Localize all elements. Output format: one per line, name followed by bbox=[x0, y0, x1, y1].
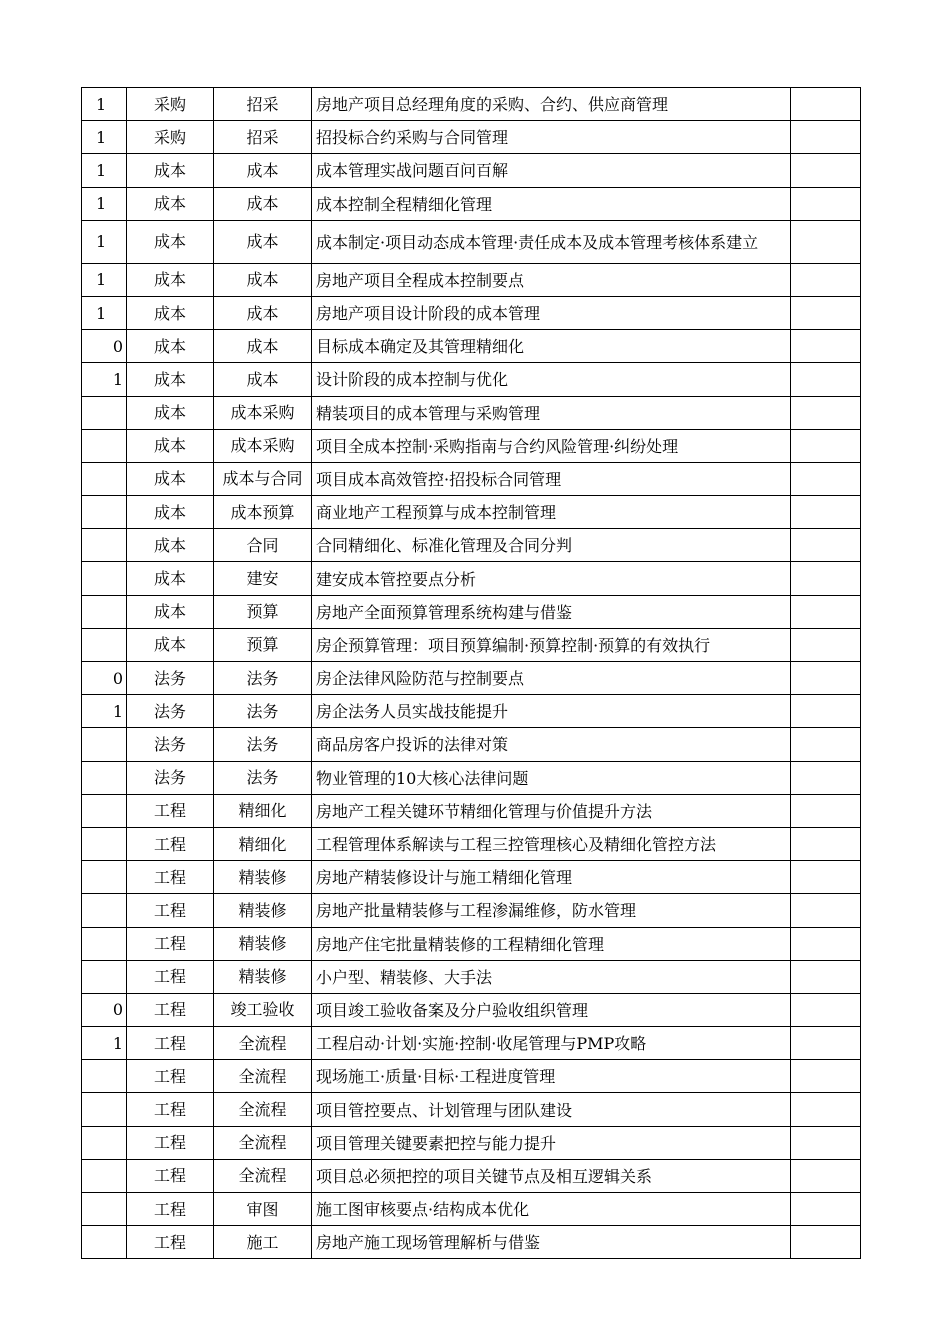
extra-cell bbox=[791, 296, 861, 329]
subcategory-cell: 精装修 bbox=[214, 861, 312, 894]
row-flag-cell bbox=[82, 396, 127, 429]
category-cell: 采购 bbox=[127, 121, 214, 154]
row-flag-cell bbox=[82, 1226, 127, 1259]
row-flag-cell: 0 bbox=[82, 993, 127, 1026]
extra-cell bbox=[791, 396, 861, 429]
course-title-cell: 商品房客户投诉的法律对策 bbox=[312, 728, 791, 761]
category-cell: 工程 bbox=[127, 1126, 214, 1159]
course-title-cell: 现场施工·质量·目标·工程进度管理 bbox=[312, 1060, 791, 1093]
table-row bbox=[82, 861, 861, 894]
category-cell: 工程 bbox=[127, 1226, 214, 1259]
row-flag-cell bbox=[82, 960, 127, 993]
extra-cell bbox=[791, 562, 861, 595]
row-flag-cell bbox=[82, 595, 127, 628]
extra-cell bbox=[791, 761, 861, 794]
course-title-cell: 项目总必须把控的项目关键节点及相互逻辑关系 bbox=[312, 1159, 791, 1192]
subcategory-cell: 招采 bbox=[214, 121, 312, 154]
subcategory-cell: 预算 bbox=[214, 628, 312, 661]
extra-cell bbox=[791, 330, 861, 363]
course-title-cell: 精装项目的成本管理与采购管理 bbox=[312, 396, 791, 429]
extra-cell bbox=[791, 993, 861, 1026]
category-cell: 成本 bbox=[127, 396, 214, 429]
course-title-cell: 设计阶段的成本控制与优化 bbox=[312, 363, 791, 396]
category-cell: 法务 bbox=[127, 695, 214, 728]
category-cell: 成本 bbox=[127, 496, 214, 529]
table-row bbox=[82, 496, 861, 529]
category-cell: 工程 bbox=[127, 927, 214, 960]
table-row bbox=[82, 1159, 861, 1192]
course-title-cell: 成本制定·项目动态成本管理·责任成本及成本管理考核体系建立 bbox=[312, 220, 791, 263]
category-cell: 成本 bbox=[127, 187, 214, 220]
category-cell: 成本 bbox=[127, 462, 214, 495]
category-cell: 工程 bbox=[127, 861, 214, 894]
category-cell: 成本 bbox=[127, 628, 214, 661]
extra-cell bbox=[791, 595, 861, 628]
course-title-cell: 房地产工程关键环节精细化管理与价值提升方法 bbox=[312, 794, 791, 827]
course-table-body bbox=[82, 88, 861, 1259]
subcategory-cell: 全流程 bbox=[214, 1027, 312, 1060]
row-flag-cell: 1 bbox=[82, 187, 127, 220]
category-cell: 工程 bbox=[127, 1159, 214, 1192]
row-flag-cell bbox=[82, 894, 127, 927]
table-row bbox=[82, 662, 861, 695]
course-title-cell: 项目成本高效管控·招投标合同管理 bbox=[312, 462, 791, 495]
extra-cell bbox=[791, 187, 861, 220]
row-flag-cell bbox=[82, 628, 127, 661]
table-row bbox=[82, 363, 861, 396]
extra-cell bbox=[791, 695, 861, 728]
row-flag-cell: 1 bbox=[82, 220, 127, 263]
course-title-cell: 房地产全面预算管理系统构建与借鉴 bbox=[312, 595, 791, 628]
table-row bbox=[82, 529, 861, 562]
subcategory-cell: 法务 bbox=[214, 695, 312, 728]
extra-cell bbox=[791, 628, 861, 661]
row-flag-cell bbox=[82, 1159, 127, 1192]
category-cell: 采购 bbox=[127, 88, 214, 121]
extra-cell bbox=[791, 1060, 861, 1093]
category-cell: 工程 bbox=[127, 1093, 214, 1126]
course-title-cell: 房地产精装修设计与施工精细化管理 bbox=[312, 861, 791, 894]
table-row bbox=[82, 927, 861, 960]
row-flag-cell: 1 bbox=[82, 296, 127, 329]
category-cell: 成本 bbox=[127, 363, 214, 396]
row-flag-cell: 1 bbox=[82, 363, 127, 396]
extra-cell bbox=[791, 960, 861, 993]
row-flag-cell bbox=[82, 562, 127, 595]
course-title-cell: 房企法律风险防范与控制要点 bbox=[312, 662, 791, 695]
extra-cell bbox=[791, 121, 861, 154]
table-row bbox=[82, 154, 861, 187]
table-row bbox=[82, 330, 861, 363]
course-title-cell: 房地产施工现场管理解析与借鉴 bbox=[312, 1226, 791, 1259]
subcategory-cell: 审图 bbox=[214, 1193, 312, 1226]
course-title-cell: 小户型、精装修、大手法 bbox=[312, 960, 791, 993]
category-cell: 工程 bbox=[127, 960, 214, 993]
table-row bbox=[82, 1093, 861, 1126]
course-title-cell: 成本管理实战问题百问百解 bbox=[312, 154, 791, 187]
row-flag-cell: 1 bbox=[82, 1027, 127, 1060]
extra-cell bbox=[791, 496, 861, 529]
category-cell: 成本 bbox=[127, 595, 214, 628]
extra-cell bbox=[791, 827, 861, 860]
subcategory-cell: 预算 bbox=[214, 595, 312, 628]
course-title-cell: 成本控制全程精细化管理 bbox=[312, 187, 791, 220]
category-cell: 成本 bbox=[127, 429, 214, 462]
subcategory-cell: 成本 bbox=[214, 296, 312, 329]
extra-cell bbox=[791, 1027, 861, 1060]
row-flag-cell: 1 bbox=[82, 154, 127, 187]
course-title-cell: 商业地产工程预算与成本控制管理 bbox=[312, 496, 791, 529]
row-flag-cell bbox=[82, 794, 127, 827]
extra-cell bbox=[791, 429, 861, 462]
subcategory-cell: 精装修 bbox=[214, 960, 312, 993]
category-cell: 法务 bbox=[127, 662, 214, 695]
table-row bbox=[82, 695, 861, 728]
table-row bbox=[82, 462, 861, 495]
extra-cell bbox=[791, 861, 861, 894]
subcategory-cell: 成本 bbox=[214, 363, 312, 396]
row-flag-cell bbox=[82, 1193, 127, 1226]
subcategory-cell: 施工 bbox=[214, 1226, 312, 1259]
extra-cell bbox=[791, 220, 861, 263]
table-row bbox=[82, 1126, 861, 1159]
row-flag-cell: 0 bbox=[82, 662, 127, 695]
category-cell: 工程 bbox=[127, 894, 214, 927]
category-cell: 成本 bbox=[127, 296, 214, 329]
table-row bbox=[82, 562, 861, 595]
extra-cell bbox=[791, 1126, 861, 1159]
row-flag-cell bbox=[82, 827, 127, 860]
table-row bbox=[82, 187, 861, 220]
category-cell: 法务 bbox=[127, 728, 214, 761]
row-flag-cell bbox=[82, 462, 127, 495]
subcategory-cell: 成本采购 bbox=[214, 429, 312, 462]
course-title-cell: 目标成本确定及其管理精细化 bbox=[312, 330, 791, 363]
extra-cell bbox=[791, 263, 861, 296]
subcategory-cell: 成本 bbox=[214, 330, 312, 363]
subcategory-cell: 全流程 bbox=[214, 1126, 312, 1159]
category-cell: 成本 bbox=[127, 529, 214, 562]
category-cell: 成本 bbox=[127, 154, 214, 187]
category-cell: 工程 bbox=[127, 827, 214, 860]
row-flag-cell bbox=[82, 496, 127, 529]
subcategory-cell: 建安 bbox=[214, 562, 312, 595]
course-table bbox=[81, 87, 861, 1259]
category-cell: 成本 bbox=[127, 263, 214, 296]
table-row bbox=[82, 827, 861, 860]
row-flag-cell bbox=[82, 1093, 127, 1126]
category-cell: 成本 bbox=[127, 220, 214, 263]
extra-cell bbox=[791, 894, 861, 927]
category-cell: 工程 bbox=[127, 993, 214, 1026]
course-title-cell: 合同精细化、标准化管理及合同分判 bbox=[312, 529, 791, 562]
table-row bbox=[82, 88, 861, 121]
extra-cell bbox=[791, 363, 861, 396]
subcategory-cell: 法务 bbox=[214, 761, 312, 794]
table-row bbox=[82, 993, 861, 1026]
subcategory-cell: 合同 bbox=[214, 529, 312, 562]
extra-cell bbox=[791, 1226, 861, 1259]
subcategory-cell: 精装修 bbox=[214, 894, 312, 927]
row-flag-cell bbox=[82, 861, 127, 894]
category-cell: 工程 bbox=[127, 794, 214, 827]
table-row bbox=[82, 761, 861, 794]
extra-cell bbox=[791, 154, 861, 187]
extra-cell bbox=[791, 462, 861, 495]
course-title-cell: 招投标合约采购与合同管理 bbox=[312, 121, 791, 154]
category-cell: 工程 bbox=[127, 1193, 214, 1226]
row-flag-cell: 1 bbox=[82, 263, 127, 296]
table-row bbox=[82, 1060, 861, 1093]
row-flag-cell bbox=[82, 429, 127, 462]
table-row bbox=[82, 728, 861, 761]
course-title-cell: 物业管理的10大核心法律问题 bbox=[312, 761, 791, 794]
course-title-cell: 项目全成本控制·采购指南与合约风险管理·纠纷处理 bbox=[312, 429, 791, 462]
course-title-cell: 建安成本管控要点分析 bbox=[312, 562, 791, 595]
course-title-cell: 项目竣工验收备案及分户验收组织管理 bbox=[312, 993, 791, 1026]
table-row bbox=[82, 960, 861, 993]
category-cell: 成本 bbox=[127, 330, 214, 363]
row-flag-cell bbox=[82, 761, 127, 794]
table-row bbox=[82, 794, 861, 827]
subcategory-cell: 成本与合同 bbox=[214, 462, 312, 495]
course-title-cell: 工程启动·计划·实施·控制·收尾管理与PMP攻略 bbox=[312, 1027, 791, 1060]
extra-cell bbox=[791, 794, 861, 827]
subcategory-cell: 成本采购 bbox=[214, 396, 312, 429]
table-row bbox=[82, 429, 861, 462]
table-row bbox=[82, 220, 861, 263]
course-title-cell: 房地产住宅批量精装修的工程精细化管理 bbox=[312, 927, 791, 960]
table-row bbox=[82, 894, 861, 927]
course-title-cell: 房地产项目设计阶段的成本管理 bbox=[312, 296, 791, 329]
table-row bbox=[82, 1226, 861, 1259]
table-row bbox=[82, 595, 861, 628]
course-title-cell: 项目管理关键要素把控与能力提升 bbox=[312, 1126, 791, 1159]
category-cell: 成本 bbox=[127, 562, 214, 595]
extra-cell bbox=[791, 1193, 861, 1226]
subcategory-cell: 法务 bbox=[214, 662, 312, 695]
course-title-cell: 房企法务人员实战技能提升 bbox=[312, 695, 791, 728]
row-flag-cell: 1 bbox=[82, 695, 127, 728]
course-title-cell: 工程管理体系解读与工程三控管理核心及精细化管控方法 bbox=[312, 827, 791, 860]
category-cell: 法务 bbox=[127, 761, 214, 794]
row-flag-cell bbox=[82, 1126, 127, 1159]
subcategory-cell: 成本 bbox=[214, 187, 312, 220]
subcategory-cell: 全流程 bbox=[214, 1159, 312, 1192]
subcategory-cell: 成本 bbox=[214, 220, 312, 263]
subcategory-cell: 全流程 bbox=[214, 1060, 312, 1093]
extra-cell bbox=[791, 529, 861, 562]
subcategory-cell: 精细化 bbox=[214, 794, 312, 827]
course-title-cell: 房地产批量精装修与工程渗漏维修，防水管理 bbox=[312, 894, 791, 927]
subcategory-cell: 法务 bbox=[214, 728, 312, 761]
table-row bbox=[82, 121, 861, 154]
table-row bbox=[82, 1193, 861, 1226]
subcategory-cell: 成本 bbox=[214, 154, 312, 187]
course-title-cell: 项目管控要点、计划管理与团队建设 bbox=[312, 1093, 791, 1126]
table-row bbox=[82, 1027, 861, 1060]
row-flag-cell bbox=[82, 927, 127, 960]
category-cell: 工程 bbox=[127, 1027, 214, 1060]
subcategory-cell: 竣工验收 bbox=[214, 993, 312, 1026]
course-title-cell: 房企预算管理：项目预算编制·预算控制·预算的有效执行 bbox=[312, 628, 791, 661]
row-flag-cell bbox=[82, 529, 127, 562]
subcategory-cell: 成本预算 bbox=[214, 496, 312, 529]
subcategory-cell: 招采 bbox=[214, 88, 312, 121]
row-flag-cell: 1 bbox=[82, 121, 127, 154]
table-row bbox=[82, 263, 861, 296]
subcategory-cell: 精装修 bbox=[214, 927, 312, 960]
row-flag-cell: 0 bbox=[82, 330, 127, 363]
extra-cell bbox=[791, 728, 861, 761]
row-flag-cell bbox=[82, 728, 127, 761]
table-row bbox=[82, 296, 861, 329]
subcategory-cell: 精细化 bbox=[214, 827, 312, 860]
category-cell: 工程 bbox=[127, 1060, 214, 1093]
row-flag-cell bbox=[82, 1060, 127, 1093]
course-title-cell: 房地产项目总经理角度的采购、合约、供应商管理 bbox=[312, 88, 791, 121]
table-row bbox=[82, 628, 861, 661]
extra-cell bbox=[791, 927, 861, 960]
table-row bbox=[82, 396, 861, 429]
extra-cell bbox=[791, 1093, 861, 1126]
course-title-cell: 施工图审核要点·结构成本优化 bbox=[312, 1193, 791, 1226]
course-title-cell: 房地产项目全程成本控制要点 bbox=[312, 263, 791, 296]
row-flag-cell: 1 bbox=[82, 88, 127, 121]
subcategory-cell: 全流程 bbox=[214, 1093, 312, 1126]
subcategory-cell: 成本 bbox=[214, 263, 312, 296]
extra-cell bbox=[791, 1159, 861, 1192]
extra-cell bbox=[791, 88, 861, 121]
extra-cell bbox=[791, 662, 861, 695]
